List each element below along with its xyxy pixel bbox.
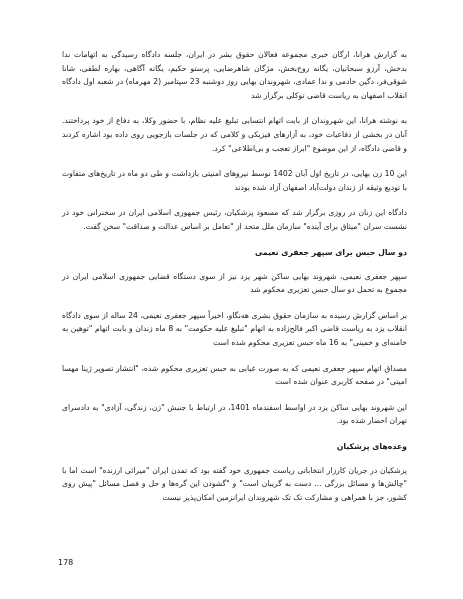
- paragraph: به گزارش هرانا، ارگان خبری مجموعه فعالان حقوق بشر در ایران، جلسه دادگاه رسیدگی به اتهامات ندا بدخش، آرزو سبحانیان، یگانه روح‌بخش، مژگان شاهرضایی، پرستو حکیم، یگانه آگاهی، بهاره لطفی، شانا شوقی‌فر، دگین خادمی و ندا عمادی، شهروندان بهایی روز دوشنبه 23 سپتامبر (2 مهرماه) در شعبه اول دادگاه انقلاب اصفهان به ریاست قاضی توکلی برگزار شد: [62, 50, 407, 100]
- page-number: 178: [58, 558, 74, 567]
- paragraph: دادگاه این زنان در روزی برگزار شد که مسعود پزشکیان، رئیس جمهوری اسلامی ایران در سخنرانی خود در نشست سران "میثاق برای آینده" سازمان ملل متحد از "تعامل بر اساس عدالت و صداقت" سخن گفت.: [62, 208, 407, 231]
- paragraph: این 10 زن بهایی، در تاریخ اول آبان 1402 توسط نیروهای امنیتی بازداشت و طی دو ماه در تاریخ‌های متفاوت با تودیع وثیقه از زندان دولت‌آباد اصفهان آزاد شده بودند: [62, 169, 407, 192]
- paragraph: به نوشته هرانا، این شهروندان از بابت اتهام انتسابی تبلیغ علیه نظام، با حضور وکلا، به دفاع از خود پرداختند. آنان در بخشی از دفاعیات خود، به آزارهای فیزیکی و کلامی که در جلسات بازجویی روی داده بود اشاره کردند و قاضی دادگاه، از این موضوع "ابراز تعجب و بی‌اطلاعی" کرد.: [62, 116, 407, 153]
- section-heading: وعده‌های پزشکیان: [336, 441, 407, 451]
- paragraph: پزشکیان در جریان کارزار انتخاباتی ریاست جمهوری خود گفته بود که تمدن ایران "میراثی ارزنده" است اما با "چالش‌ها و مسائل بزرگی ... دست به گریبان است" و "گشودن این گره‌ها و حل و فصل مسائل "پیش روی کشور، جز با همراهی و مشارکت تک تک شهروندان ایرانزمین امکان‌پذیر نیست: [62, 465, 407, 503]
- paragraph: این شهروند بهایی ساکن یزد در اواسط اسفندماه 1401، در ارتباط با جنبش "زن، زندگی، آزادی" به دادسرای تهران احضار شده بود.: [62, 402, 407, 426]
- paragraph: بر اساس گزارش رسیده به سازمان حقوق بشری هەنگاو، اخیراً سپهر جعفری نعیمی، 24 ساله از سوی دادگاه انقلاب یزد به ریاست قاضی اکبر فالح‌زاده به اتهام "تبلیغ علیه حکومت" به 8 ماه زندان و بابت اتهام "توهین به خامنه‌ای و خمینی" به 16 ماه حبس تعزیری محکوم شده است: [62, 310, 407, 347]
- section-heading: دو سال حبس برای سپهر جعفری نعیمی: [254, 247, 407, 257]
- paragraph: مصداق اتهام سپهر جعفری نعیمی که به صورت غیابی به حبس تعزیری محکوم شده، "انتشار تصویر ژینا مهسا امینی" در صفحه کاربری عنوان شده است: [62, 363, 407, 387]
- article-body: [62, 48, 407, 505]
- paragraph: سپهر جعفری نعیمی، شهروند بهایی ساکن شهر یزد نیز از سوی دستگاه قضایی جمهوری اسلامی ایران در مجموع به تحمل دو سال حبس تعزیری محکوم شد: [62, 271, 407, 295]
